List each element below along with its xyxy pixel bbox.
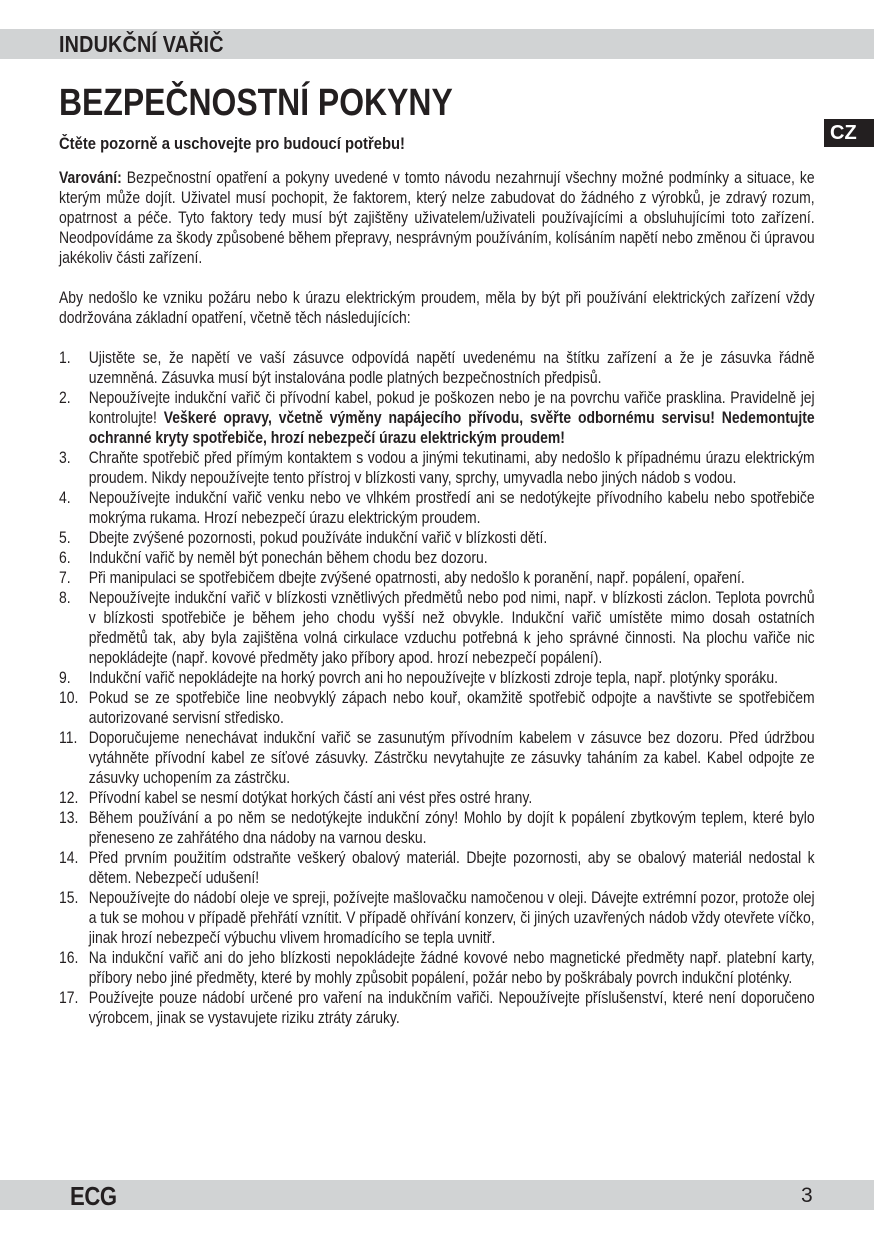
list-item: [59, 568, 815, 588]
list-item: [59, 388, 815, 448]
item-number: 12.: [59, 789, 79, 807]
item-number: 9.: [59, 669, 71, 687]
item-text: Při manipulaci se spotřebičem dbejte zvýšené opatrnosti, aby nedošlo k poranění, např. popálení, opaření.: [88, 569, 745, 587]
item-text: Používejte pouze nádobí určené pro vaření na indukčním vařiči. Nepoužívejte příslušenství, které není doporučeno výrobcem, jinak se vystavujete riziku ztráty záruky.: [88, 989, 815, 1027]
item-text: Doporučujeme nenechávat indukční vařič se zasunutým přívodním kabelem v zásuvce bez dozoru. Před údržbou vytáhněte přívodní kabel ze síťové zásuvky. Zástrčku nevytahujte ze zásuvky taháním za kabel. Kabel odpojte ze zásuvky uchopením za zástrčku.: [88, 729, 815, 787]
item-number: 6.: [59, 549, 71, 567]
item-text: Nepoužívejte indukční vařič venku nebo ve vlhkém prostředí ani se nedotýkejte přívodního kabelu nebo spotřebiče mokrýma rukama. Hrozí nebezpečí úrazu elektrickým proudem.: [88, 489, 815, 527]
subtitle: Čtěte pozorně a uschovejte pro budoucí potřebu!: [59, 134, 405, 153]
list-item: [59, 688, 815, 728]
list-item: [59, 348, 815, 388]
item-number: 11.: [59, 729, 78, 747]
item-number: 8.: [59, 589, 71, 607]
item-number: 4.: [59, 489, 71, 507]
item-text: Pokud se ze spotřebiče line neobvyklý zápach nebo kouř, okamžitě spotřebič odpojte a navštivte se spotřebičem autorizované servisní středisko.: [88, 689, 815, 727]
item-number: 5.: [59, 529, 71, 547]
document-body: [59, 168, 815, 1028]
intro-paragraph: Aby nedošlo ke vzniku požáru nebo k úrazu elektrickým proudem, měla by být při používání elektrických zařízení vždy dodržována základní opatření, včetně těch následujících:: [59, 289, 815, 327]
list-item: [59, 888, 815, 948]
list-item: [59, 528, 815, 548]
list-item: [59, 728, 815, 788]
page-title: BEZPEČNOSTNÍ POKYNY: [59, 82, 453, 124]
item-bold-text: Veškeré opravy, včetně výměny napájecího přívodu, svěřte odbornému servisu! Nedemontujte ochranné kryty spotřebiče, hrozí nebezpečí úrazu elektrickým proudem!: [88, 409, 815, 447]
item-number: 13.: [59, 809, 79, 827]
item-number: 2.: [59, 389, 71, 407]
list-item: [59, 788, 815, 808]
header-title: INDUKČNÍ VAŘIČ: [59, 31, 224, 57]
item-text: Nepoužívejte indukční vařič či přívodní kabel, pokud je poškozen nebo je na povrchu vařiče prasklina. Pravidelně jej kontrolujte!: [88, 389, 815, 427]
item-text: Přívodní kabel se nesmí dotýkat horkých částí ani vést přes ostré hrany.: [88, 789, 533, 807]
item-text: Indukční vařič by neměl být ponechán během chodu bez dozoru.: [88, 549, 488, 567]
warning-text: Bezpečnostní opatření a pokyny uvedené v tomto návodu nezahrnují všechny možné podmínky a situace, ke kterým může dojít. Uživatel musí pochopit, že faktorem, který nelze zabudovat do žádného z výrobků, je zdravý rozum, opatrnost a péče. Tyto faktory tedy musí být zajištěny uživatelem/uživateli používajícími a obsluhujícími toto zařízení. Neodpovídáme za škody způsobené během přepravy, nesprávným používáním, kolísáním napětí nebo změnou či úpravou jakékoliv části zařízení.: [59, 169, 815, 267]
list-item: [59, 948, 815, 988]
item-text: Před prvním použitím odstraňte veškerý obalový materiál. Dbejte pozornosti, aby se obalový materiál nedostal k dětem. Nebezpečí udušení!: [88, 849, 815, 887]
item-text: Na indukční vařič ani do jeho blízkosti nepokládejte žádné kovové nebo magnetické předměty např. platební karty, příbory nebo jiné předměty, které by mohly způsobit popálení, požár nebo by poškrábaly povrch indukční ploténky.: [88, 949, 815, 987]
warning-label: Varování:: [59, 169, 122, 187]
item-number: 15.: [59, 889, 79, 907]
item-text: Ujistěte se, že napětí ve vaší zásuvce odpovídá napětí uvedenému na štítku zařízení a že je zásuvka řádně uzemněná. Zásuvka musí být instalována podle platných bezpečnostních předpisů.: [88, 349, 815, 387]
page-number: 3: [801, 1184, 813, 1207]
list-item: [59, 448, 815, 488]
item-text: Během používání a po něm se nedotýkejte indukční zóny! Mohlo by dojít k popálení zbytkovým teplem, které bylo přeneseno ze zahřátého dna nádoby na varnou desku.: [88, 809, 815, 847]
item-number: 10.: [59, 689, 79, 707]
item-text: Nepoužívejte do nádobí oleje ve spreji, požívejte mašlovačku namočenou v oleji. Dávejte extrémní pozor, protože olej a tuk se mohou v případě přehřátí vznítit. V případě ohřívání konzerv, či jiných uzavřených nádob vždy otevřete víčko, jinak hrozí nebezpečí výbuchu vlivem hromadícího se tepla uvnitř.: [88, 889, 815, 947]
item-number: 17.: [59, 989, 79, 1007]
list-item: [59, 548, 815, 568]
safety-instructions-list: [59, 348, 815, 1028]
item-number: 14.: [59, 849, 79, 867]
list-item: [59, 808, 815, 848]
list-item: [59, 488, 815, 528]
list-item: [59, 848, 815, 888]
item-number: 16.: [59, 949, 79, 967]
item-text: Indukční vařič nepokládejte na horký povrch ani ho nepoužívejte v blízkosti zdroje tepla, např. plotýnky sporáku.: [88, 669, 779, 687]
item-text: Dbejte zvýšené pozornosti, pokud používáte indukční vařič v blízkosti dětí.: [88, 529, 548, 547]
warning-paragraph: [59, 168, 815, 268]
item-text: Chraňte spotřebič před přímým kontaktem s vodou a jinými tekutinami, aby nedošlo k případnému úrazu elektrickým proudem. Nikdy nepoužívejte tento přístroj v blízkosti vany, sprchy, umyvadla nebo jiných nádob s vodou.: [88, 449, 815, 487]
ecg-logo: ECG: [70, 1181, 117, 1211]
item-number: 3.: [59, 449, 71, 467]
language-tab: CZ: [824, 119, 874, 147]
footer-band: [0, 1180, 874, 1210]
list-item: [59, 588, 815, 668]
item-number: 1.: [59, 349, 71, 367]
list-item: [59, 668, 815, 688]
item-text: Nepoužívejte indukční vařič v blízkosti vznětlivých předmětů nebo pod nimi, např. v blízkosti záclon. Teplota povrchů v blízkosti spotřebiče je během jeho chodu vyšší než obvykle. Indukční vařič umístěte mimo dosah ostatních předmětů tak, aby byla zajištěna volná cirkulace vzduchu potřebná k jeho správné činnosti. Na plochu vařiče nic nepokládejte (např. kovové předměty jako příbory apod. hrozí nebezpečí popálení).: [88, 589, 815, 667]
item-number: 7.: [59, 569, 71, 587]
list-item: [59, 988, 815, 1028]
